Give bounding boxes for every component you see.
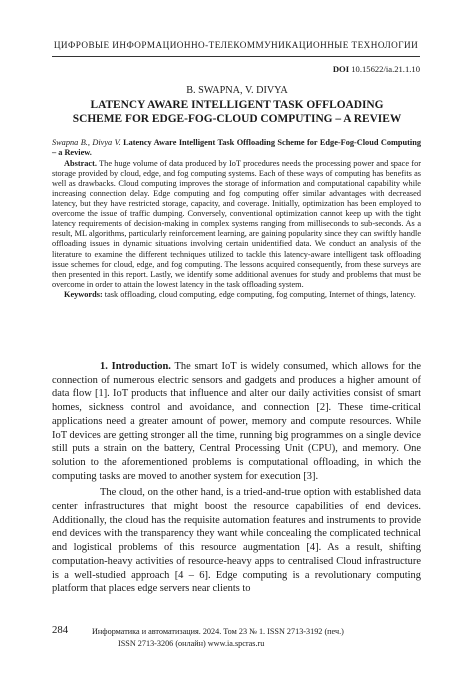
citation-title: Latency Aware Intelligent Task Offloading Scheme for Edge-Fog-Cloud Computing – a Review. bbox=[52, 138, 421, 158]
footer-issn-line: ISSN 2713-3206 (онлайн) www.ia.spcras.ru bbox=[118, 639, 265, 648]
keywords-text: task offloading, cloud computing, edge computing, fog computing, Internet of things, latency. bbox=[104, 289, 416, 299]
doi-line bbox=[333, 64, 420, 75]
intro-paragraph-1-text: The smart IoT is widely consumed, which allows for the connection of numerous electric sensors and gadgets and produces a higher amount of data flow [1]. IoT products that influence and alter our daily activities consist of smart homes, sickness control and avoidance, and connection [2]. These time-critical applications need a greater amount of power, memory and compute resources. While IoT devices are getting stronger all the time, running big programmes on a single device still puts a strain on the battery, Central Processing Unit (CPU), and memory. One solution to the aforementioned problems is computational offloading, in which the computing tasks are moved to another system for execution [3]. bbox=[52, 361, 422, 482]
abstract-label: Abstract. bbox=[64, 158, 97, 168]
paper-title bbox=[60, 98, 414, 126]
header-divider bbox=[52, 56, 420, 57]
abstract-block bbox=[52, 138, 421, 300]
page-number: 284 bbox=[52, 624, 69, 636]
authors-line bbox=[0, 85, 474, 97]
journal-section-header: ЦИФРОВЫЕ ИНФОРМАЦИОННО-ТЕЛЕКОММУНИКАЦИОННЫЕ ТЕХНОЛОГИИ bbox=[53, 40, 419, 50]
abstract-text: The huge volume of data produced by IoT procedures needs the processing power and space for storage provided by cloud, edge, and fog computing systems. Each of these ways of computing has benefits as well as drawbacks. Cloud computing improves the storage of information and computational capability while increasing connection delay. Edge computing and fog computing offer similar advantages with decreased latency, but they have restricted storage, capacity, and coverage. Initially, optimization has been employed to overcome the issue of traffic dumping. Conversely, conventional optimization cannot keep up with the tight latency requirements of decision-making in complex systems ranging from milliseconds to sub-seconds. As a result, ML algorithms, particularly reinforcement learning, are gaining popularity since they can swiftly handle offloading issues in dynamic situations involving certain unidentified data. We conduct an analysis of the literature to examine the different techniques utilized to tackle this latency-aware intelligent task offloading issue schemes for cloud, edge, and fog computing. The lessons acquired consequently, from these surveys are then presented in this report. Lastly, we identify some additional avenues for study and problems that must be overcome in order to attain the lowest latency in the task offloading system. bbox=[52, 158, 421, 289]
author-1-initial: B. S bbox=[186, 85, 204, 96]
introduction-section bbox=[52, 360, 421, 596]
author-2-initial: V. D bbox=[244, 85, 264, 96]
author-2-name: IVYA bbox=[263, 85, 288, 96]
abstract-paragraph bbox=[52, 159, 421, 290]
footer-journal-line: Информатика и автоматизация. 2024. Том 23 № 1. ISSN 2713-3192 (печ.) bbox=[92, 627, 344, 636]
author-separator: , bbox=[240, 85, 245, 96]
keywords-label: Keywords: bbox=[64, 289, 103, 299]
citation-authors: Swapna B., Divya V. bbox=[52, 138, 121, 147]
author-1-name: WAPNA bbox=[203, 85, 241, 96]
keywords-paragraph bbox=[52, 290, 421, 300]
intro-paragraph-1 bbox=[52, 360, 421, 483]
citation-line bbox=[52, 138, 421, 158]
title-line-1: LATENCY AWARE INTELLIGENT TASK OFFLOADING bbox=[90, 99, 384, 111]
title-line-2: SCHEME FOR EDGE-FOG-CLOUD COMPUTING – A REVIEW bbox=[72, 113, 402, 126]
section-heading: 1. Introduction. bbox=[100, 361, 171, 372]
doi-label: DOI bbox=[332, 64, 350, 74]
doi-value: 10.15622/ia.21.1.10 bbox=[351, 64, 420, 74]
intro-paragraph-2: The cloud, on the other hand, is a tried-and-true option with established data center infrastructures that might boost the resource capabilities of end devices. Additionally, the cloud has the requisite automation features and instruments to provide end devices with the transparency they want while concealing the complicated technical and logistical problems of this resource augmentation [4]. As a result, shifting computation-heavy activities of resource-heavy apps to centralised Cloud infrastructure is a well-studied approach [4 – 6]. Edge computing is a revolutionary computing platform that places edge servers near clients to bbox=[52, 487, 421, 595]
